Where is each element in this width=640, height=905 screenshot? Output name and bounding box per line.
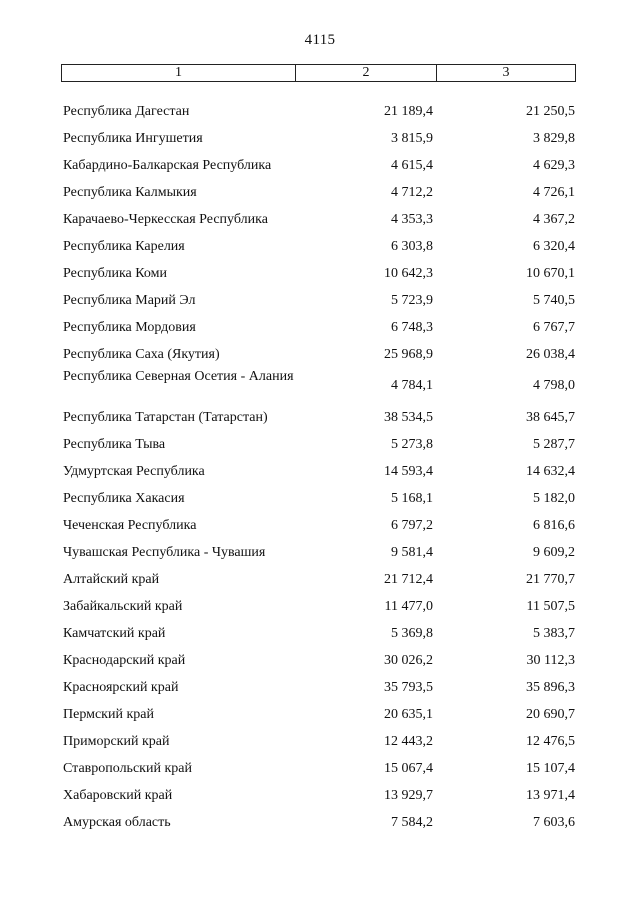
table-row <box>0 406 640 433</box>
region-name: Республика Северная Осетия - Алания <box>63 369 294 384</box>
region-name: Алтайский край <box>63 572 160 587</box>
value-col-3: 15 107,4 <box>526 761 575 776</box>
table-row <box>0 100 640 127</box>
value-col-2: 4 712,2 <box>391 185 433 200</box>
value-col-3: 5 182,0 <box>533 491 575 506</box>
value-col-3: 11 507,5 <box>526 599 575 614</box>
value-col-2: 13 929,7 <box>384 788 433 803</box>
region-name: Пермский край <box>63 707 154 722</box>
table-row <box>0 622 640 649</box>
value-col-2: 5 369,8 <box>391 626 433 641</box>
value-col-2: 5 273,8 <box>391 437 433 452</box>
region-name: Чеченская Республика <box>63 518 197 533</box>
region-name: Республика Коми <box>63 266 167 281</box>
region-name: Республика Тыва <box>63 437 166 452</box>
column-header-3: 3 <box>502 65 510 80</box>
value-col-2: 14 593,4 <box>384 464 433 479</box>
value-col-2: 6 303,8 <box>391 239 433 254</box>
table-row <box>0 127 640 154</box>
value-col-3: 38 645,7 <box>526 410 575 425</box>
value-col-2: 5 168,1 <box>391 491 433 506</box>
region-name: Республика Хакасия <box>63 491 185 506</box>
value-col-3: 5 383,7 <box>533 626 575 641</box>
value-col-2: 4 615,4 <box>391 158 433 173</box>
value-col-2: 35 793,5 <box>384 680 433 695</box>
value-col-3: 7 603,6 <box>533 815 575 830</box>
region-name: Карачаево-Черкесская Республика <box>63 212 268 227</box>
value-col-2: 6 748,3 <box>391 320 433 335</box>
table-row <box>0 757 640 784</box>
table-row <box>0 568 640 595</box>
value-col-3: 5 287,7 <box>533 437 575 452</box>
value-col-3: 14 632,4 <box>526 464 575 479</box>
table-row <box>0 649 640 676</box>
value-col-3: 35 896,3 <box>526 680 575 695</box>
value-col-3: 10 670,1 <box>526 266 575 281</box>
table-row <box>0 541 640 568</box>
region-name: Хабаровский край <box>63 788 173 803</box>
region-name: Амурская область <box>63 815 171 830</box>
region-name: Камчатский край <box>63 626 166 641</box>
value-col-2: 4 784,1 <box>391 378 433 393</box>
value-col-2: 30 026,2 <box>384 653 433 668</box>
region-name: Чувашская Республика - Чувашия <box>63 545 266 560</box>
column-header-2: 2 <box>296 65 437 81</box>
value-col-2: 20 635,1 <box>384 707 433 722</box>
region-name: Приморский край <box>63 734 170 749</box>
table-row <box>0 316 640 343</box>
table-row <box>0 811 640 838</box>
value-col-2: 12 443,2 <box>384 734 433 749</box>
region-name: Кабардино-Балкарская Республика <box>63 158 272 173</box>
value-col-3: 9 609,2 <box>533 545 575 560</box>
value-col-3: 26 038,4 <box>526 347 575 362</box>
table-row <box>0 784 640 811</box>
region-name: Республика Татарстан (Татарстан) <box>63 410 268 425</box>
value-col-3: 5 740,5 <box>533 293 575 308</box>
table-row <box>0 595 640 622</box>
value-col-2: 21 189,4 <box>384 104 433 119</box>
table-row <box>0 460 640 487</box>
value-col-3: 13 971,4 <box>526 788 575 803</box>
table-row <box>0 730 640 757</box>
region-name: Красноярский край <box>63 680 179 695</box>
value-col-3: 4 367,2 <box>533 212 575 227</box>
value-col-2: 15 067,4 <box>384 761 433 776</box>
value-col-3: 20 690,7 <box>526 707 575 722</box>
column-header-1: 1 <box>62 65 296 81</box>
table-row <box>0 487 640 514</box>
region-name: Республика Калмыкия <box>63 185 197 200</box>
table-row <box>0 676 640 703</box>
region-name: Республика Дагестан <box>63 104 190 119</box>
value-col-3: 30 112,3 <box>526 653 575 668</box>
table-header <box>61 64 576 82</box>
table-row <box>0 703 640 730</box>
region-name: Забайкальский край <box>63 599 183 614</box>
value-col-3: 4 629,3 <box>533 158 575 173</box>
value-col-3: 12 476,5 <box>526 734 575 749</box>
table-row <box>0 343 640 370</box>
value-col-2: 5 723,9 <box>391 293 433 308</box>
region-name: Ставропольский край <box>63 761 192 776</box>
page-number: 4115 <box>304 32 336 48</box>
value-col-3: 21 250,5 <box>526 104 575 119</box>
value-col-3: 4 726,1 <box>533 185 575 200</box>
value-col-2: 10 642,3 <box>384 266 433 281</box>
value-col-3: 6 767,7 <box>533 320 575 335</box>
value-col-2: 25 968,9 <box>384 347 433 362</box>
table-row <box>0 370 640 406</box>
value-col-2: 4 353,3 <box>391 212 433 227</box>
table-row <box>0 208 640 235</box>
table-row <box>0 235 640 262</box>
value-col-2: 6 797,2 <box>391 518 433 533</box>
value-col-2: 38 534,5 <box>384 410 433 425</box>
value-col-3: 3 829,8 <box>533 131 575 146</box>
region-name: Удмуртская Республика <box>63 464 205 479</box>
value-col-3: 6 320,4 <box>533 239 575 254</box>
region-name: Республика Ингушетия <box>63 131 203 146</box>
table-body <box>0 100 640 838</box>
table-row <box>0 154 640 181</box>
value-col-2: 21 712,4 <box>384 572 433 587</box>
table-row <box>0 433 640 460</box>
region-name: Республика Карелия <box>63 239 185 254</box>
region-name: Республика Марий Эл <box>63 293 196 308</box>
region-name: Краснодарский край <box>63 653 186 668</box>
table-row <box>0 514 640 541</box>
table-row <box>0 262 640 289</box>
region-name: Республика Саха (Якутия) <box>63 347 220 362</box>
value-col-2: 3 815,9 <box>391 131 433 146</box>
value-col-3: 6 816,6 <box>533 518 575 533</box>
table-row <box>0 181 640 208</box>
table-row <box>0 289 640 316</box>
value-col-3: 4 798,0 <box>533 378 575 393</box>
value-col-2: 7 584,2 <box>391 815 433 830</box>
value-col-2: 11 477,0 <box>384 599 433 614</box>
region-name: Республика Мордовия <box>63 320 196 335</box>
value-col-3: 21 770,7 <box>526 572 575 587</box>
value-col-2: 9 581,4 <box>391 545 433 560</box>
